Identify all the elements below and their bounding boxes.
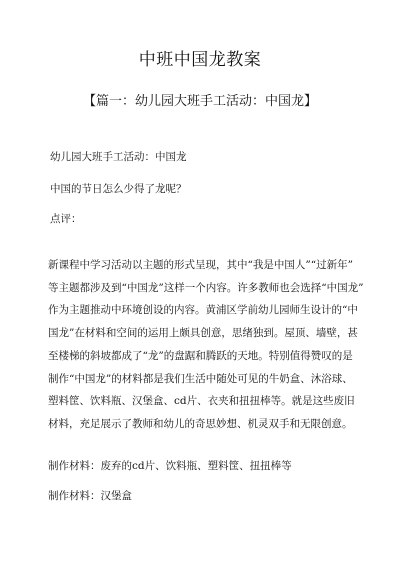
paragraph-line: 材料，充足展示了教师和幼儿的奇思妙想、机灵双手和无限创意。 bbox=[48, 417, 353, 430]
paragraph-line: 国龙”在材料和空间的运用上颇具创意，思绪独到。屋顶、墙壁，甚 bbox=[48, 327, 358, 340]
paragraph-line: 制作“中国龙”的材料都是我们生活中随处可见的牛奶盒、沐浴球、 bbox=[48, 372, 353, 385]
activity-heading: 幼儿园大班手工活动：中国龙 bbox=[50, 151, 187, 163]
materials-line-2: 制作材料：汉堡盒 bbox=[48, 490, 132, 502]
paragraph-line: 新课程中学习活动以主题的形式呈现，其中“我是中国人”“过新年” bbox=[48, 259, 353, 271]
paragraph-line: 等主题都涉及到“中国龙”这样一个内容。许多教师也会选择“中国龙” bbox=[48, 281, 364, 294]
comment-paragraph bbox=[48, 254, 364, 436]
festival-question: 中国的节日怎么少得了龙呢？ bbox=[50, 183, 187, 195]
document-subtitle: 【篇一：幼儿园大班手工活动：中国龙】 bbox=[82, 94, 317, 109]
paragraph-line: 至楼梯的斜坡都成了“龙”的盘踞和腾跃的天地。特别值得赞叹的是 bbox=[48, 349, 353, 362]
materials-line-1: 制作材料：废弃的cd片、饮料瓶、塑料筐、扭扭棒等 bbox=[48, 460, 292, 472]
paragraph-line: 塑料筐、饮料瓶、汉堡盒、cd片、衣夹和扭扭棒等。就是这些废旧 bbox=[48, 395, 355, 408]
paragraph-line: 作为主题推动中环境创设的内容。黄浦区学前幼儿园师生设计的“中 bbox=[48, 304, 358, 317]
comment-label: 点评： bbox=[50, 213, 82, 225]
document-title: 中班中国龙教案 bbox=[138, 50, 262, 70]
